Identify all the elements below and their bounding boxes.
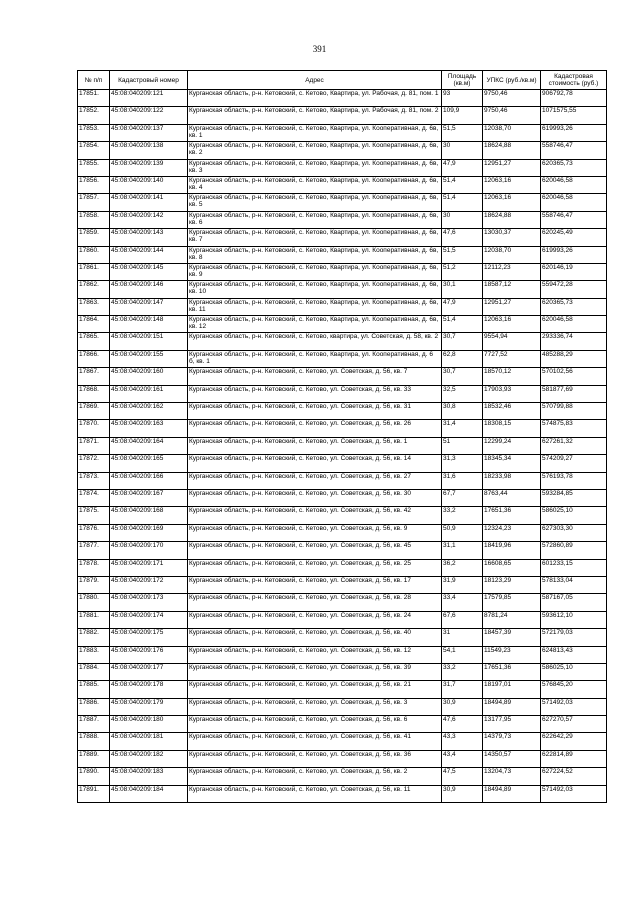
cadastral-number-cell: 45:08:040209:122 (110, 107, 188, 124)
cadastral-cost-cell: 559472,28 (541, 281, 607, 298)
area-cell: 31,4 (442, 420, 483, 437)
table-header (78, 71, 607, 90)
table-row (78, 785, 607, 802)
area-cell: 43,4 (442, 750, 483, 767)
address-cell: Курганская область, р-н. Кетовский, с. Кетово, Квартира, ул. Кооперативная, д. 6в, кв. 3 (188, 159, 442, 176)
area-cell: 33,4 (442, 594, 483, 611)
area-cell: 51,2 (442, 263, 483, 280)
table-row (78, 472, 607, 489)
upks-cell: 12038,70 (483, 124, 541, 141)
cadastral-cost-cell: 620046,58 (541, 194, 607, 211)
table-row (78, 611, 607, 628)
cadastral-cost-cell: 620146,19 (541, 263, 607, 280)
cadastral-cost-cell: 627270,57 (541, 716, 607, 733)
cadastral-cost-cell: 622642,29 (541, 733, 607, 750)
cadastral-cost-cell: 620046,58 (541, 176, 607, 193)
address-cell: Курганская область, р-н. Кетовский, с. Кетово, Квартира, ул. Кооперативная, д. 6в, кв. 4 (188, 176, 442, 193)
table-row (78, 629, 607, 646)
row-number-cell: 17864. (78, 316, 110, 333)
table-row (78, 263, 607, 280)
cadastral-number-cell: 45:08:040209:151 (110, 333, 188, 350)
address-cell: Курганская область, р-н. Кетовский, с. Кетово, ул. Советская, д. 56, кв. 11 (188, 785, 442, 802)
cadastral-number-cell: 45:08:040209:177 (110, 663, 188, 680)
cadastral-number-cell: 45:08:040209:174 (110, 611, 188, 628)
table-row (78, 403, 607, 420)
cadastral-number-cell: 45:08:040209:167 (110, 489, 188, 506)
table-row (78, 559, 607, 576)
row-number-cell: 17891. (78, 785, 110, 802)
cadastral-number-cell: 45:08:040209:169 (110, 524, 188, 541)
table-row (78, 281, 607, 298)
upks-cell: 18624,88 (483, 211, 541, 228)
table-row (78, 507, 607, 524)
address-cell: Курганская область, р-н. Кетовский, с. Кетово, Квартира, ул. Кооперативная, д. 6в, кв. 5 (188, 194, 442, 211)
upks-cell: 14350,57 (483, 750, 541, 767)
cadastral-number-cell: 45:08:040209:165 (110, 455, 188, 472)
address-cell: Курганская область, р-н. Кетовский, с. Кетово, ул. Советская, д. 56, кв. 1 (188, 437, 442, 454)
cadastral-number-cell: 45:08:040209:162 (110, 403, 188, 420)
area-cell: 30 (442, 211, 483, 228)
cadastral-number-cell: 45:08:040209:142 (110, 211, 188, 228)
address-cell: Курганская область, р-н. Кетовский, с. Кетово, Квартира, ул. Кооперативная, д. 6в, кв. 8 (188, 246, 442, 263)
table-row (78, 333, 607, 350)
address-cell: Курганская область, р-н. Кетовский, с. Кетово, Квартира, ул. Кооперативная, д. 6в, кв. 7 (188, 229, 442, 246)
cadastral-cost-cell: 574209,27 (541, 455, 607, 472)
area-cell: 33,2 (442, 507, 483, 524)
table-row (78, 194, 607, 211)
address-cell: Курганская область, р-н. Кетовский, с. Кетово, ул. Советская, д. 56, кв. 7 (188, 368, 442, 385)
address-cell: Курганская область, р-н. Кетовский, с. Кетово, ул. Советская, д. 56, кв. 40 (188, 629, 442, 646)
address-cell: Курганская область, р-н. Кетовский, с. Кетово, Квартира, ул. Кооперативная, д. 6в, кв. 6 (188, 211, 442, 228)
row-number-cell: 17855. (78, 159, 110, 176)
upks-cell: 9750,46 (483, 107, 541, 124)
address-cell: Курганская область, р-н. Кетовский, с. Кетово, ул. Советская, д. 56, кв. 14 (188, 455, 442, 472)
address-cell: Курганская область, р-н. Кетовский, с. Кетово, ул. Советская, д. 56, кв. 26 (188, 420, 442, 437)
upks-cell: 17651,36 (483, 663, 541, 680)
address-cell: Курганская область, р-н. Кетовский, с. Кетово, ул. Советская, д. 56, кв. 41 (188, 733, 442, 750)
address-cell: Курганская область, р-н. Кетовский, с. Кетово, ул. Советская, д. 56, кв. 9 (188, 524, 442, 541)
cadastral-cost-cell: 620365,73 (541, 298, 607, 315)
upks-cell: 18345,34 (483, 455, 541, 472)
cadastral-number-cell: 45:08:040209:168 (110, 507, 188, 524)
area-cell: 33,2 (442, 663, 483, 680)
cadastral-number-cell: 45:08:040209:138 (110, 142, 188, 159)
cadastral-cost-cell: 572860,89 (541, 542, 607, 559)
cadastral-number-cell: 45:08:040209:164 (110, 437, 188, 454)
address-cell: Курганская область, р-н. Кетовский, с. Кетово, Квартира, ул. Кооперативная, д. 6 б, кв. 1 (188, 350, 442, 367)
address-cell: Курганская область, р-н. Кетовский, с. Кетово, ул. Советская, д. 56, кв. 12 (188, 646, 442, 663)
table-row (78, 663, 607, 680)
cadastral-number-cell: 45:08:040209:183 (110, 768, 188, 785)
upks-cell: 12112,23 (483, 263, 541, 280)
cadastral-number-cell: 45:08:040209:141 (110, 194, 188, 211)
cadastral-cost-cell: 570799,88 (541, 403, 607, 420)
upks-cell: 18457,39 (483, 629, 541, 646)
cadastral-cost-cell: 627224,52 (541, 768, 607, 785)
header-cadastral: Кадастровый номер (110, 71, 188, 90)
cadastral-number-cell: 45:08:040209:176 (110, 646, 188, 663)
table-row (78, 455, 607, 472)
area-cell: 31,7 (442, 681, 483, 698)
row-number-cell: 17880. (78, 594, 110, 611)
row-number-cell: 17858. (78, 211, 110, 228)
row-number-cell: 17852. (78, 107, 110, 124)
cadastral-cost-cell: 593612,10 (541, 611, 607, 628)
address-cell: Курганская область, р-н. Кетовский, с. Кетово, Квартира, ул. Кооперативная, д. 6в, кв. 12 (188, 316, 442, 333)
address-cell: Курганская область, р-н. Кетовский, с. Кетово, Квартира, ул. Рабочая, д. 81, пом. 1 (188, 90, 442, 107)
table-row (78, 298, 607, 315)
cadastral-number-cell: 45:08:040209:170 (110, 542, 188, 559)
table-row (78, 159, 607, 176)
table-row (78, 350, 607, 367)
table-row (78, 576, 607, 593)
cadastral-cost-cell: 627261,32 (541, 437, 607, 454)
table-row (78, 489, 607, 506)
upks-cell: 12063,16 (483, 176, 541, 193)
table-row (78, 211, 607, 228)
area-cell: 51,5 (442, 124, 483, 141)
cadastral-cost-cell: 485288,29 (541, 350, 607, 367)
cadastral-cost-cell: 619993,26 (541, 124, 607, 141)
row-number-cell: 17885. (78, 681, 110, 698)
area-cell: 31 (442, 629, 483, 646)
row-number-cell: 17879. (78, 576, 110, 593)
upks-cell: 12063,16 (483, 316, 541, 333)
upks-cell: 12299,24 (483, 437, 541, 454)
address-cell: Курганская область, р-н. Кетовский, с. Кетово, Квартира, ул. Кооперативная, д. 6в, кв. 11 (188, 298, 442, 315)
area-cell: 30,9 (442, 785, 483, 802)
table-body (78, 90, 607, 803)
area-cell: 30,8 (442, 403, 483, 420)
cadastral-number-cell: 45:08:040209:147 (110, 298, 188, 315)
table-row (78, 142, 607, 159)
cadastral-cost-cell: 906792,78 (541, 90, 607, 107)
area-cell: 31,6 (442, 472, 483, 489)
table-row (78, 316, 607, 333)
cadastral-number-cell: 45:08:040209:180 (110, 716, 188, 733)
area-cell: 93 (442, 90, 483, 107)
row-number-cell: 17884. (78, 663, 110, 680)
area-cell: 51 (442, 437, 483, 454)
area-cell: 47,9 (442, 298, 483, 315)
cadastral-table (77, 70, 607, 803)
cadastral-cost-cell: 581877,69 (541, 385, 607, 402)
address-cell: Курганская область, р-н. Кетовский, с. Кетово, ул. Советская, д. 56, кв. 30 (188, 489, 442, 506)
table-row (78, 681, 607, 698)
cadastral-cost-cell: 620245,49 (541, 229, 607, 246)
row-number-cell: 17862. (78, 281, 110, 298)
address-cell: Курганская область, р-н. Кетовский, с. Кетово, ул. Советская, д. 56, кв. 6 (188, 716, 442, 733)
upks-cell: 16608,65 (483, 559, 541, 576)
cadastral-number-cell: 45:08:040209:173 (110, 594, 188, 611)
upks-cell: 18587,12 (483, 281, 541, 298)
cadastral-cost-cell: 601233,15 (541, 559, 607, 576)
row-number-cell: 17886. (78, 698, 110, 715)
cadastral-cost-cell: 620046,58 (541, 316, 607, 333)
cadastral-cost-cell: 293336,74 (541, 333, 607, 350)
upks-cell: 18494,89 (483, 698, 541, 715)
cadastral-number-cell: 45:08:040209:140 (110, 176, 188, 193)
area-cell: 50,9 (442, 524, 483, 541)
table-row (78, 750, 607, 767)
table-row (78, 716, 607, 733)
cadastral-cost-cell: 572179,03 (541, 629, 607, 646)
table-row (78, 368, 607, 385)
cadastral-number-cell: 45:08:040209:175 (110, 629, 188, 646)
upks-cell: 11549,23 (483, 646, 541, 663)
row-number-cell: 17860. (78, 246, 110, 263)
area-cell: 36,2 (442, 559, 483, 576)
upks-cell: 17903,93 (483, 385, 541, 402)
table-row (78, 176, 607, 193)
cadastral-number-cell: 45:08:040209:166 (110, 472, 188, 489)
cadastral-number-cell: 45:08:040209:181 (110, 733, 188, 750)
row-number-cell: 17878. (78, 559, 110, 576)
area-cell: 47,6 (442, 229, 483, 246)
row-number-cell: 17854. (78, 142, 110, 159)
row-number-cell: 17872. (78, 455, 110, 472)
area-cell: 67,7 (442, 489, 483, 506)
cadastral-number-cell: 45:08:040209:137 (110, 124, 188, 141)
upks-cell: 13204,73 (483, 768, 541, 785)
address-cell: Курганская область, р-н. Кетовский, с. Кетово, ул. Советская, д. 56, кв. 27 (188, 472, 442, 489)
table-row (78, 594, 607, 611)
cadastral-cost-cell: 570102,56 (541, 368, 607, 385)
cadastral-cost-cell: 622814,89 (541, 750, 607, 767)
upks-cell: 12038,70 (483, 246, 541, 263)
upks-cell: 12951,27 (483, 298, 541, 315)
header-address: Адрес (188, 71, 442, 90)
row-number-cell: 17888. (78, 733, 110, 750)
address-cell: Курганская область, р-н. Кетовский, с. Кетово, ул. Советская, д. 56, кв. 24 (188, 611, 442, 628)
cadastral-number-cell: 45:08:040209:139 (110, 159, 188, 176)
cadastral-cost-cell: 558746,47 (541, 211, 607, 228)
table-row (78, 698, 607, 715)
area-cell: 51,4 (442, 194, 483, 211)
area-cell: 67,6 (442, 611, 483, 628)
area-cell: 31,3 (442, 455, 483, 472)
cadastral-cost-cell: 571492,03 (541, 785, 607, 802)
cadastral-cost-cell: 619993,26 (541, 246, 607, 263)
row-number-cell: 17873. (78, 472, 110, 489)
upks-cell: 8781,24 (483, 611, 541, 628)
cadastral-cost-cell: 576845,20 (541, 681, 607, 698)
row-number-cell: 17865. (78, 333, 110, 350)
upks-cell: 18123,29 (483, 576, 541, 593)
table-row (78, 420, 607, 437)
table-row (78, 124, 607, 141)
upks-cell: 18570,12 (483, 368, 541, 385)
address-cell: Курганская область, р-н. Кетовский, с. Кетово, ул. Советская, д. 56, кв. 2 (188, 768, 442, 785)
cadastral-cost-cell: 558746,47 (541, 142, 607, 159)
upks-cell: 13030,37 (483, 229, 541, 246)
cadastral-number-cell: 45:08:040209:161 (110, 385, 188, 402)
cadastral-number-cell: 45:08:040209:160 (110, 368, 188, 385)
upks-cell: 9554,94 (483, 333, 541, 350)
cadastral-number-cell: 45:08:040209:184 (110, 785, 188, 802)
upks-cell: 18308,15 (483, 420, 541, 437)
cadastral-number-cell: 45:08:040209:148 (110, 316, 188, 333)
upks-cell: 17579,85 (483, 594, 541, 611)
address-cell: Курганская область, р-н. Кетовский, с. Кетово, квартира, ул. Советская, д. 58, кв. 2 (188, 333, 442, 350)
row-number-cell: 17868. (78, 385, 110, 402)
upks-cell: 14379,73 (483, 733, 541, 750)
cadastral-number-cell: 45:08:040209:143 (110, 229, 188, 246)
area-cell: 51,5 (442, 246, 483, 263)
cadastral-number-cell: 45:08:040209:171 (110, 559, 188, 576)
row-number-cell: 17853. (78, 124, 110, 141)
address-cell: Курганская область, р-н. Кетовский, с. Кетово, ул. Советская, д. 56, кв. 33 (188, 385, 442, 402)
row-number-cell: 17869. (78, 403, 110, 420)
area-cell: 32,5 (442, 385, 483, 402)
upks-cell: 17651,36 (483, 507, 541, 524)
row-number-cell: 17861. (78, 263, 110, 280)
upks-cell: 7727,52 (483, 350, 541, 367)
area-cell: 30,7 (442, 333, 483, 350)
cadastral-number-cell: 45:08:040209:182 (110, 750, 188, 767)
table-row (78, 90, 607, 107)
page-number: 391 (312, 44, 327, 54)
row-number-cell: 17875. (78, 507, 110, 524)
address-cell: Курганская область, р-н. Кетовский, с. Кетово, ул. Советская, д. 56, кв. 21 (188, 681, 442, 698)
cadastral-number-cell: 45:08:040209:144 (110, 246, 188, 263)
header-area: Площадь (кв.м) (442, 71, 483, 90)
area-cell: 31,9 (442, 576, 483, 593)
address-cell: Курганская область, р-н. Кетовский, с. Кетово, Квартира, ул. Рабочая, д. 81, пом. 2 (188, 107, 442, 124)
area-cell: 109,9 (442, 107, 483, 124)
row-number-cell: 17870. (78, 420, 110, 437)
row-number-cell: 17883. (78, 646, 110, 663)
cadastral-number-cell: 45:08:040209:172 (110, 576, 188, 593)
row-number-cell: 17871. (78, 437, 110, 454)
address-cell: Курганская область, р-н. Кетовский, с. Кетово, ул. Советская, д. 56, кв. 17 (188, 576, 442, 593)
cadastral-cost-cell: 593284,85 (541, 489, 607, 506)
row-number-cell: 17866. (78, 350, 110, 367)
table-row (78, 107, 607, 124)
cadastral-cost-cell: 578133,04 (541, 576, 607, 593)
area-cell: 54,1 (442, 646, 483, 663)
area-cell: 43,3 (442, 733, 483, 750)
upks-cell: 8763,44 (483, 489, 541, 506)
table-row (78, 733, 607, 750)
area-cell: 30,7 (442, 368, 483, 385)
row-number-cell: 17889. (78, 750, 110, 767)
upks-cell: 18532,46 (483, 403, 541, 420)
cadastral-cost-cell: 627303,30 (541, 524, 607, 541)
cadastral-cost-cell: 571492,03 (541, 698, 607, 715)
upks-cell: 12324,23 (483, 524, 541, 541)
cadastral-cost-cell: 586025,10 (541, 663, 607, 680)
area-cell: 47,9 (442, 159, 483, 176)
area-cell: 62,8 (442, 350, 483, 367)
row-number-cell: 17882. (78, 629, 110, 646)
area-cell: 30,9 (442, 698, 483, 715)
cadastral-cost-cell: 624813,43 (541, 646, 607, 663)
address-cell: Курганская область, р-н. Кетовский, с. Кетово, ул. Советская, д. 56, кв. 36 (188, 750, 442, 767)
cadastral-number-cell: 45:08:040209:179 (110, 698, 188, 715)
row-number-cell: 17874. (78, 489, 110, 506)
area-cell: 47,5 (442, 768, 483, 785)
upks-cell: 18233,98 (483, 472, 541, 489)
area-cell: 51,4 (442, 176, 483, 193)
area-cell: 31,1 (442, 542, 483, 559)
row-number-cell: 17863. (78, 298, 110, 315)
cadastral-number-cell: 45:08:040209:163 (110, 420, 188, 437)
address-cell: Курганская область, р-н. Кетовский, с. Кетово, ул. Советская, д. 56, кв. 42 (188, 507, 442, 524)
header-row (78, 71, 607, 90)
area-cell: 30,1 (442, 281, 483, 298)
address-cell: Курганская область, р-н. Кетовский, с. Кетово, ул. Советская, д. 56, кв. 3 (188, 698, 442, 715)
upks-cell: 18419,96 (483, 542, 541, 559)
table-row (78, 524, 607, 541)
area-cell: 47,6 (442, 716, 483, 733)
upks-cell: 18494,89 (483, 785, 541, 802)
upks-cell: 12063,16 (483, 194, 541, 211)
cadastral-cost-cell: 576193,78 (541, 472, 607, 489)
cadastral-cost-cell: 620365,73 (541, 159, 607, 176)
area-cell: 51,4 (442, 316, 483, 333)
cadastral-number-cell: 45:08:040209:146 (110, 281, 188, 298)
address-cell: Курганская область, р-н. Кетовский, с. Кетово, ул. Советская, д. 56, кв. 31 (188, 403, 442, 420)
upks-cell: 9750,46 (483, 90, 541, 107)
cadastral-number-cell: 45:08:040209:178 (110, 681, 188, 698)
row-number-cell: 17890. (78, 768, 110, 785)
row-number-cell: 17859. (78, 229, 110, 246)
cadastral-cost-cell: 587167,05 (541, 594, 607, 611)
address-cell: Курганская область, р-н. Кетовский, с. Кетово, ул. Советская, д. 56, кв. 45 (188, 542, 442, 559)
cadastral-number-cell: 45:08:040209:121 (110, 90, 188, 107)
address-cell: Курганская область, р-н. Кетовский, с. Кетово, ул. Советская, д. 56, кв. 39 (188, 663, 442, 680)
cadastral-cost-cell: 1071575,55 (541, 107, 607, 124)
table-row (78, 646, 607, 663)
header-num: № п/п (78, 71, 110, 90)
address-cell: Курганская область, р-н. Кетовский, с. Кетово, Квартира, ул. Кооперативная, д. 6в, кв. 2 (188, 142, 442, 159)
address-cell: Курганская область, р-н. Кетовский, с. Кетово, ул. Советская, д. 56, кв. 28 (188, 594, 442, 611)
area-cell: 30 (442, 142, 483, 159)
row-number-cell: 17877. (78, 542, 110, 559)
cadastral-number-cell: 45:08:040209:145 (110, 263, 188, 280)
table-row (78, 768, 607, 785)
address-cell: Курганская область, р-н. Кетовский, с. Кетово, Квартира, ул. Кооперативная, д. 6в, кв. 9 (188, 263, 442, 280)
row-number-cell: 17881. (78, 611, 110, 628)
row-number-cell: 17876. (78, 524, 110, 541)
row-number-cell: 17857. (78, 194, 110, 211)
header-cost: Кадастровая стоимость (руб.) (541, 71, 607, 90)
row-number-cell: 17887. (78, 716, 110, 733)
cadastral-cost-cell: 574875,83 (541, 420, 607, 437)
row-number-cell: 17856. (78, 176, 110, 193)
row-number-cell: 17851. (78, 90, 110, 107)
table-row (78, 542, 607, 559)
upks-cell: 13177,95 (483, 716, 541, 733)
table-row (78, 229, 607, 246)
upks-cell: 12951,27 (483, 159, 541, 176)
cadastral-cost-cell: 586025,10 (541, 507, 607, 524)
header-upks: УПКС (руб./кв.м) (483, 71, 541, 90)
upks-cell: 18624,88 (483, 142, 541, 159)
table-row (78, 246, 607, 263)
address-cell: Курганская область, р-н. Кетовский, с. Кетово, Квартира, ул. Кооперативная, д. 6в, кв. 10 (188, 281, 442, 298)
address-cell: Курганская область, р-н. Кетовский, с. Кетово, Квартира, ул. Кооперативная, д. 6в, кв. 1 (188, 124, 442, 141)
address-cell: Курганская область, р-н. Кетовский, с. Кетово, ул. Советская, д. 56, кв. 25 (188, 559, 442, 576)
row-number-cell: 17867. (78, 368, 110, 385)
table-row (78, 437, 607, 454)
table-row (78, 385, 607, 402)
cadastral-number-cell: 45:08:040209:155 (110, 350, 188, 367)
upks-cell: 18197,01 (483, 681, 541, 698)
